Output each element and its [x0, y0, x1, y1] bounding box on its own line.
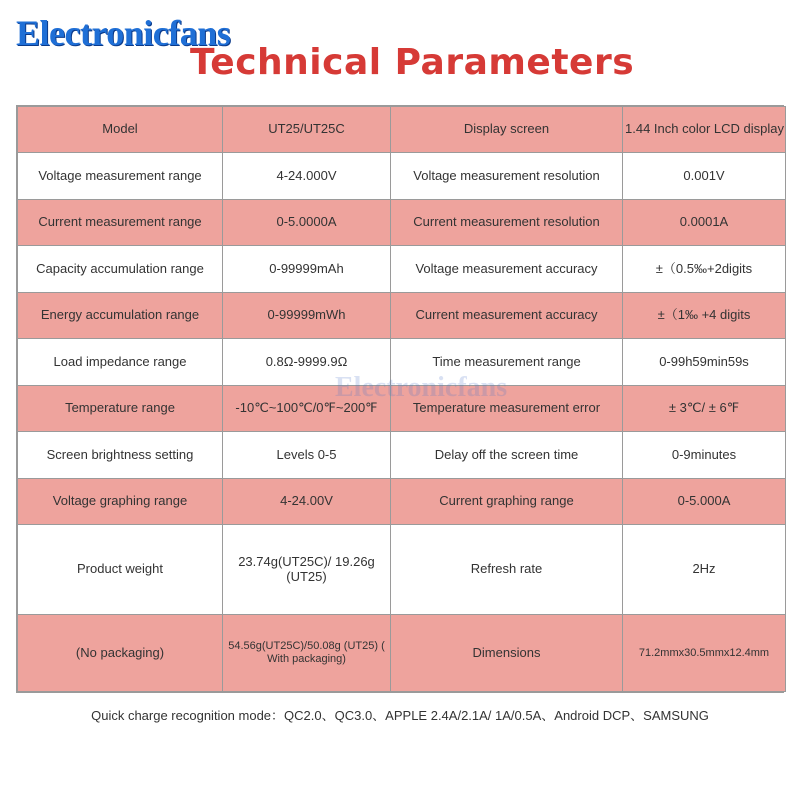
parameter-value: 0.8Ω-9999.9Ω — [223, 339, 391, 385]
parameter-name: Voltage measurement range — [18, 153, 223, 199]
parameter-value: 0-9minutes — [623, 432, 786, 478]
table-row — [18, 478, 786, 524]
parameter-value: 1.44 Inch color LCD display — [623, 107, 786, 153]
parameter-name: Temperature measurement error — [391, 385, 623, 431]
parameter-value: 0-5.0000A — [223, 199, 391, 245]
parameter-name: Current measurement accuracy — [391, 292, 623, 338]
parameter-name: Voltage graphing range — [18, 478, 223, 524]
table-row — [18, 153, 786, 199]
table-row — [18, 615, 786, 692]
page-title: Technical Parameters — [190, 42, 635, 83]
parameter-name: Energy accumulation range — [18, 292, 223, 338]
table-row — [18, 292, 786, 338]
parameter-name: Current measurement range — [18, 199, 223, 245]
parameter-value: ±（1‰ +4 digits — [623, 292, 786, 338]
parameter-value: 54.56g(UT25C)/50.08g (UT25) ( With packaging) — [223, 615, 391, 692]
table-row — [18, 432, 786, 478]
parameter-value: Levels 0-5 — [223, 432, 391, 478]
table-row — [18, 199, 786, 245]
table-row — [18, 385, 786, 431]
parameter-value: 2Hz — [623, 525, 786, 615]
parameter-value: 4-24.00V — [223, 478, 391, 524]
parameter-value: ±（0.5‰+2digits — [623, 246, 786, 292]
parameter-value: 0-99999mAh — [223, 246, 391, 292]
parameter-name: Current measurement resolution — [391, 199, 623, 245]
parameter-value: 0-99999mWh — [223, 292, 391, 338]
parameter-name: Display screen — [391, 107, 623, 153]
parameter-value: 71.2mmx30.5mmx12.4mm — [623, 615, 786, 692]
watermark: Electronicfans — [335, 372, 508, 403]
parameter-name: Product weight — [18, 525, 223, 615]
parameter-value: 4-24.000V — [223, 153, 391, 199]
parameter-name: Refresh rate — [391, 525, 623, 615]
parameter-value: 0-99h59min59s — [623, 339, 786, 385]
parameter-name: Dimensions — [391, 615, 623, 692]
table-row — [18, 339, 786, 385]
parameter-name: (No packaging) — [18, 615, 223, 692]
parameter-name: Current graphing range — [391, 478, 623, 524]
parameter-value: 0.0001A — [623, 199, 786, 245]
table-row — [18, 107, 786, 153]
table-row — [18, 246, 786, 292]
parameter-name: Model — [18, 107, 223, 153]
parameters-table — [16, 105, 784, 693]
parameter-value: 0.001V — [623, 153, 786, 199]
parameter-name: Time measurement range — [391, 339, 623, 385]
parameter-name: Voltage measurement accuracy — [391, 246, 623, 292]
parameter-value: UT25/UT25C — [223, 107, 391, 153]
table-row — [18, 525, 786, 615]
quick-charge-note: Quick charge recognition mode：QC2.0、QC3.0、APPLE 2.4A/2.1A/ 1A/0.5A、Android DCP、SAMSUNG — [91, 708, 709, 723]
parameter-value: 0-5.000A — [623, 478, 786, 524]
brand-logo: Electronicfans — [16, 13, 231, 53]
parameter-name: Capacity accumulation range — [18, 246, 223, 292]
parameter-name: Screen brightness setting — [18, 432, 223, 478]
parameter-name: Temperature range — [18, 385, 223, 431]
parameter-value: 23.74g(UT25C)/ 19.26g (UT25) — [223, 525, 391, 615]
parameter-name: Voltage measurement resolution — [391, 153, 623, 199]
parameter-value: -10℃~100℃/0℉~200℉ — [223, 385, 391, 431]
parameter-name: Load impedance range — [18, 339, 223, 385]
parameter-value: ± 3℃/ ± 6℉ — [623, 385, 786, 431]
parameter-name: Delay off the screen time — [391, 432, 623, 478]
